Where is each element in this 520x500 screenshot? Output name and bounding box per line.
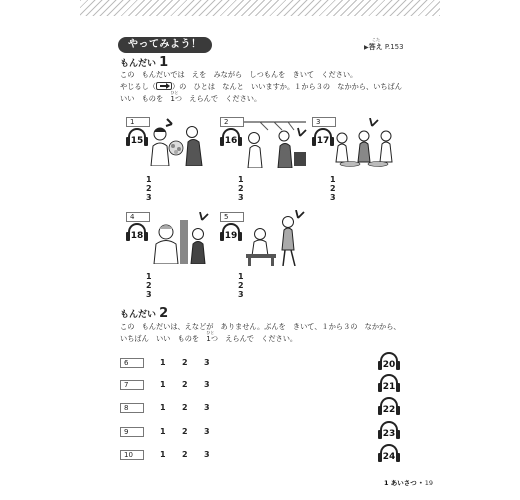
answer-choices <box>146 272 168 299</box>
choice-2[interactable]: 2 <box>238 281 244 290</box>
question-number-box: 10 <box>120 450 144 460</box>
answer-choices <box>146 175 168 202</box>
ruby-hitotsu: ひと 1つ <box>170 90 183 103</box>
choice-2[interactable]: 2 <box>182 450 188 459</box>
mondai2-line2: いちばん いい ものを ひと 1つ えらんで ください。 <box>120 330 298 343</box>
answer-choices <box>330 175 352 202</box>
ruby-hitotsu: ひと 1つ <box>206 330 219 343</box>
scene-illustration-3 <box>330 118 402 168</box>
choice-3[interactable]: 3 <box>146 193 152 202</box>
audio-track-icon[interactable]: 16 <box>218 128 244 152</box>
question-number-box: 4 <box>126 212 150 222</box>
choice-3[interactable]: 3 <box>204 380 210 389</box>
audio-track-icon[interactable]: 24 <box>376 444 402 468</box>
choice-1[interactable]: 1 <box>160 450 166 459</box>
choice-2[interactable]: 2 <box>146 184 152 193</box>
choice-1[interactable]: 1 <box>160 380 166 389</box>
choice-1[interactable]: 1 <box>146 175 152 184</box>
answer-choices <box>238 175 260 202</box>
scene-illustration-4 <box>146 212 214 264</box>
page-number: 19 <box>424 479 434 487</box>
choice-1[interactable]: 1 <box>160 403 166 412</box>
audio-track-icon[interactable]: 21 <box>376 374 402 398</box>
answer-marker-icon: ▶ <box>364 44 369 51</box>
chapter-label: 1 あいさつ <box>384 479 417 487</box>
mondai2-instructions <box>120 321 420 345</box>
answer-choices <box>160 380 226 389</box>
question-number-box: 8 <box>120 403 144 413</box>
choice-3[interactable]: 3 <box>238 193 244 202</box>
answer-ruby: こた <box>372 37 380 42</box>
choice-1[interactable]: 1 <box>146 272 152 281</box>
choice-1[interactable]: 1 <box>330 175 336 184</box>
audio-track-icon[interactable]: 15 <box>124 128 150 152</box>
choice-2[interactable]: 2 <box>330 184 336 193</box>
choice-1[interactable]: 1 <box>160 358 166 367</box>
mondai2-heading <box>120 306 168 321</box>
question-number-box: 9 <box>120 427 144 437</box>
choice-2[interactable]: 2 <box>182 403 188 412</box>
mondai1-line3: いい ものを ひと 1つ えらんで ください。 <box>120 90 262 103</box>
footer-separator: • <box>418 479 423 487</box>
answer-choices <box>160 403 226 412</box>
question-number-box: 7 <box>120 380 144 390</box>
answer-page: P.153 <box>384 43 404 51</box>
header-hatch-band <box>80 0 440 16</box>
audio-track-icon[interactable]: 18 <box>124 223 150 247</box>
audio-track-icon[interactable]: 17 <box>310 128 336 152</box>
scene-illustration-1 <box>146 118 214 166</box>
mondai1-heading <box>120 55 168 70</box>
mondai1-line1: この もんだいでは えを みながら しつもんを きいて ください。 <box>120 70 358 79</box>
page-footer <box>384 478 433 487</box>
answer-choices <box>160 358 226 367</box>
choice-1[interactable]: 1 <box>238 175 244 184</box>
question-number-box: 2 <box>220 117 244 127</box>
choice-3[interactable]: 3 <box>146 290 152 299</box>
audio-track-icon[interactable]: 20 <box>376 352 402 376</box>
mondai2-number: 2 <box>159 306 169 321</box>
audio-track-icon[interactable]: 19 <box>218 223 244 247</box>
audio-track-icon[interactable]: 23 <box>376 421 402 445</box>
question-number-box: 3 <box>312 117 336 127</box>
answer-choices <box>238 272 260 299</box>
choice-3[interactable]: 3 <box>238 290 244 299</box>
choice-3[interactable]: 3 <box>204 403 210 412</box>
answer-label: 答え <box>368 43 383 51</box>
answer-choices <box>160 427 226 436</box>
mondai1-number: 1 <box>159 55 169 70</box>
choice-1[interactable]: 1 <box>238 272 244 281</box>
mondai1-line2: やじるし（ ）の ひとは なんと いいますか。１から３の なかから、いちばん <box>120 82 402 91</box>
section-title: やってみよう！ <box>118 37 212 53</box>
choice-3[interactable]: 3 <box>330 193 336 202</box>
answer-reference[interactable] <box>364 37 404 52</box>
choice-2[interactable]: 2 <box>238 184 244 193</box>
mondai1-title: もんだい <box>120 59 157 69</box>
mondai2-title: もんだい <box>120 310 157 320</box>
choice-2[interactable]: 2 <box>182 358 188 367</box>
choice-2[interactable]: 2 <box>182 427 188 436</box>
mondai1-instructions <box>120 69 420 105</box>
choice-1[interactable]: 1 <box>160 427 166 436</box>
choice-2[interactable]: 2 <box>146 281 152 290</box>
choice-3[interactable]: 3 <box>204 358 210 367</box>
question-number-box: 5 <box>220 212 244 222</box>
choice-2[interactable]: 2 <box>182 380 188 389</box>
choice-3[interactable]: 3 <box>204 427 210 436</box>
choice-3[interactable]: 3 <box>204 450 210 459</box>
scene-illustration-2 <box>240 116 312 168</box>
audio-track-icon[interactable]: 22 <box>376 397 402 421</box>
answer-choices <box>160 450 226 459</box>
scene-illustration-5 <box>240 210 312 266</box>
mondai2-line1: この もんだいは、えなどが ありません。ぶんを きいて、１から３の なかから、 <box>120 322 401 331</box>
question-number-box: 1 <box>126 117 150 127</box>
question-number-box: 6 <box>120 358 144 368</box>
